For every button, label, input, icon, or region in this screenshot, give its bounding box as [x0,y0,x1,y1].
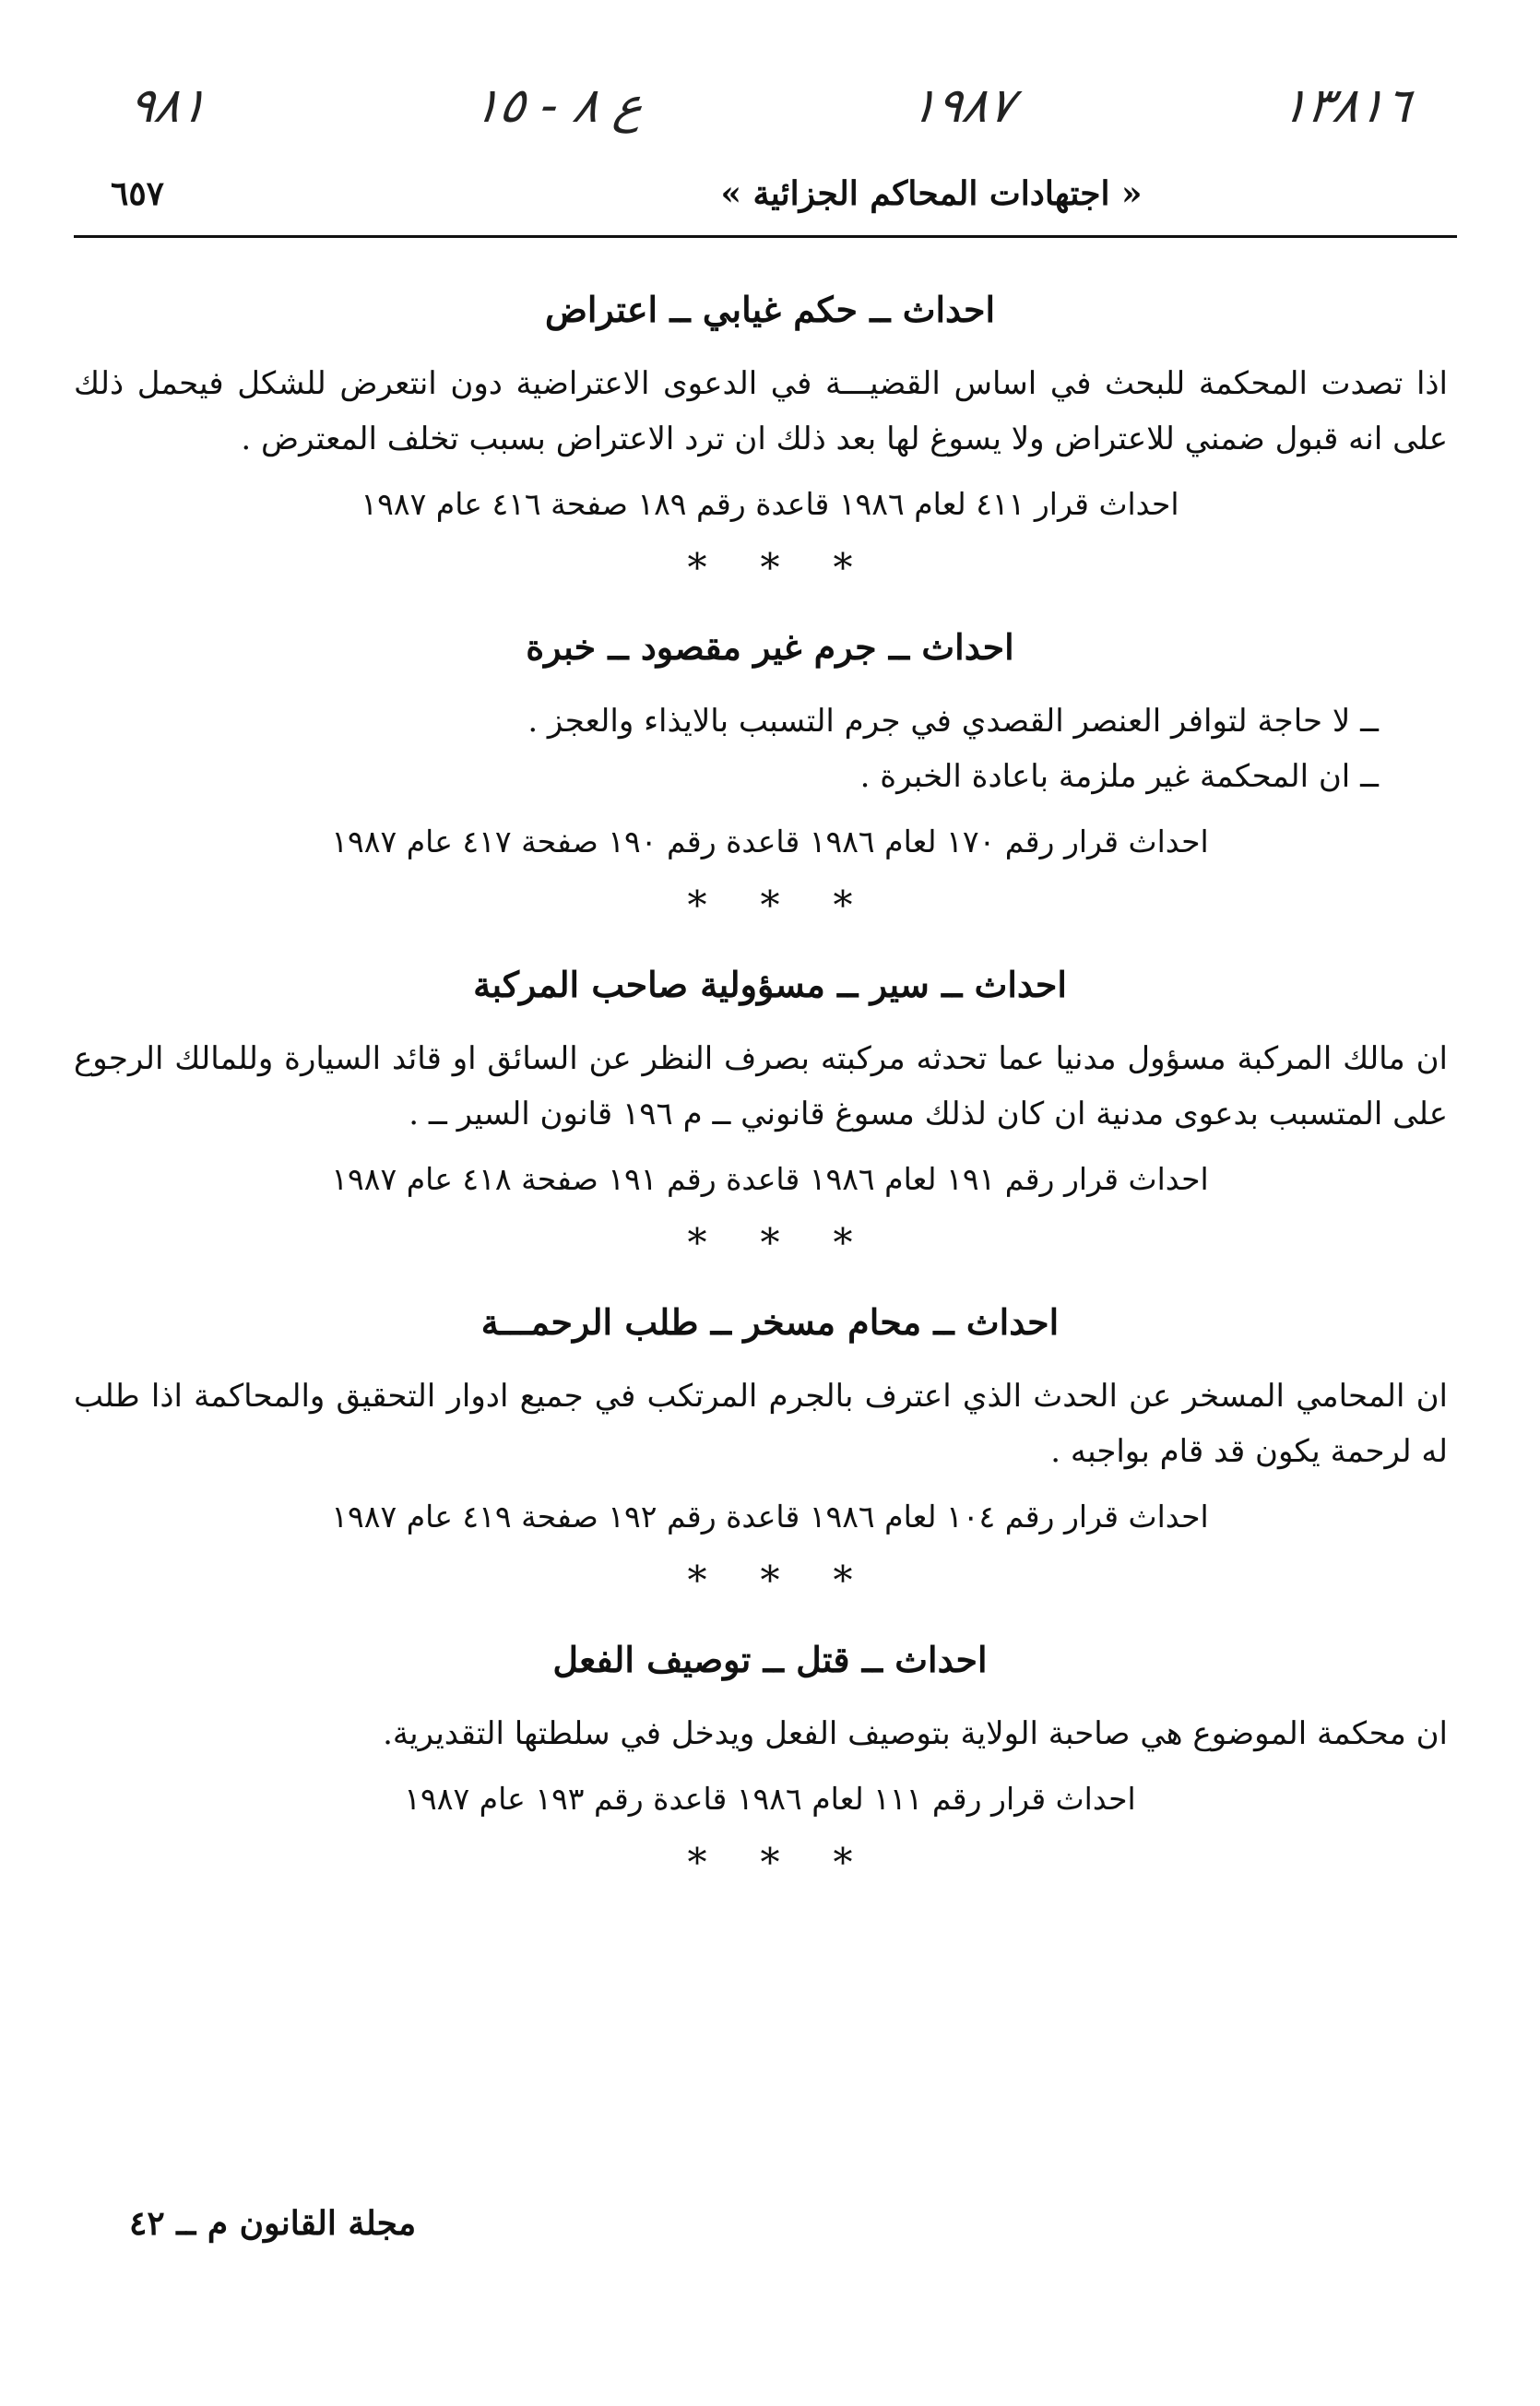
asterisk-separator: *** [687,1220,906,1265]
page-number: ٦٥٧ [111,174,165,213]
running-title: « اجتهادات المحاكم الجزائية » [720,174,1143,213]
asterisk-separator: *** [687,883,906,928]
ruling-entry [74,623,1466,933]
handwritten-annotations [124,65,1416,148]
entry-bullet: ــ ان المحكمة غير ملزمة باعادة الخبرة . [859,758,1379,795]
entry-title: احداث ــ سير ــ مسؤولية صاحب المركبة [473,964,1067,1005]
handwritten-code-right: ١٣٨١٦ [1278,78,1416,134]
page-footer: مجلة القانون م ــ ٤٢ [129,2204,417,2243]
entry-title: احداث ــ جرم غير مقصود ــ خبرة [526,626,1014,668]
ruling-entry [74,1298,1466,1608]
handwritten-code-left: ٩٨١ [124,78,211,134]
entry-citation: احداث قرار رقم ١١١ لعام ١٩٨٦ قاعدة رقم ١٩٣ عام ١٩٨٧ [404,1781,1136,1817]
asterisk-separator: *** [687,545,906,590]
handwritten-year: ١٩٨٧ [906,78,1019,134]
entry-title: احداث ــ حكم غيابي ــ اعتراض [544,289,996,330]
entry-citation: احداث قرار رقم ١٧٠ لعام ١٩٨٦ قاعدة رقم ١٩٠ صفحة ٤١٧ عام ١٩٨٧ [331,824,1209,859]
page-header [111,166,1466,221]
ruling-entry [74,1636,1466,1890]
asterisk-separator: *** [687,1558,906,1603]
document-body [74,286,1466,1918]
entry-citation: احداث قرار رقم ١٠٤ لعام ١٩٨٦ قاعدة رقم ١٩٢ صفحة ٤١٩ عام ١٩٨٧ [331,1499,1209,1535]
entry-bullet: ــ لا حاجة لتوافر العنصر القصدي في جرم التسبب بالايذاء والعجز . [527,703,1379,740]
entry-body: ان المحامي المسخر عن الحدث الذي اعترف بالجرم المرتكب في جميع ادوار التحقيق والمحاكمة اذا طلب له لرحمة يكون قد قام بواجبه . [74,1378,1448,1470]
entry-citation: احداث قرار ٤١١ لعام ١٩٨٦ قاعدة رقم ١٨٩ صفحة ٤١٦ عام ١٩٨٧ [361,486,1179,522]
entry-title: احداث ــ قتل ــ توصيف الفعل [552,1639,988,1680]
entry-citation: احداث قرار رقم ١٩١ لعام ١٩٨٦ قاعدة رقم ١٩١ صفحة ٤١٨ عام ١٩٨٧ [331,1161,1209,1197]
asterisk-separator: *** [687,1840,906,1885]
header-divider [74,235,1457,238]
entry-body: ان محكمة الموضوع هي صاحبة الولاية بتوصيف الفعل ويدخل في سلطتها التقديرية. [383,1715,1448,1752]
entry-title: احداث ــ محام مسخر ــ طلب الرحمـــة [480,1301,1060,1343]
entry-body: ان مالك المركبة مسؤول مدنيا عما تحدثه مركبته بصرف النظر عن السائق او قائد السيارة وللمالك الرجوع على المتسبب بدعوى مدنية ان كان لذلك مسوغ قانوني ــ م ١٩٦ قانون السير ــ . [74,1040,1448,1132]
ruling-entry [74,961,1466,1271]
handwritten-issue: ع ٨ - ١٥ [470,78,647,134]
entry-body: اذا تصدت المحكمة للبحث في اساس القضيـــة في الدعوى الاعتراضية دون انتعرض للشكل فيحمل ذلك على انه قبول ضمني للاعتراض ولا يسوغ لها بعد ذلك ان ترد الاعتراض بسبب تخلف المعترض . [74,365,1448,457]
ruling-entry [74,286,1466,596]
